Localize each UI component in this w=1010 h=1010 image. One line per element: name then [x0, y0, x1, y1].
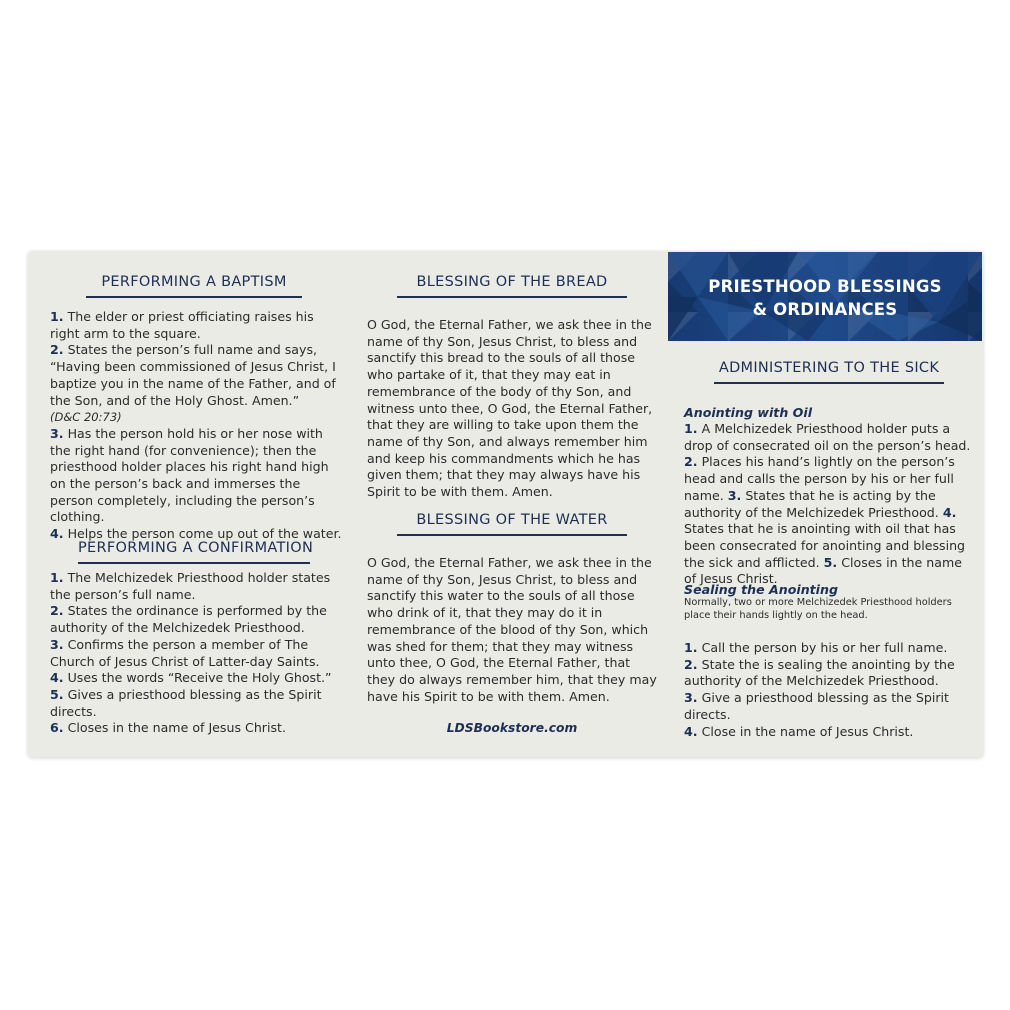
- list-item: 1. The Melchizedek Priesthood holder states the person’s full name.: [50, 570, 331, 602]
- list-item: 3. States that he is acting by the authority of the Melchizedek Priesthood.: [684, 487, 939, 520]
- water-heading: [397, 512, 627, 536]
- list-item: 3. Confirms the person a member of The Church of Jesus Christ of Latter-day Saints.: [50, 636, 320, 669]
- anointing-steps: [684, 421, 976, 588]
- list-item: 5. Closes in the name of Jesus Christ.: [684, 554, 962, 587]
- confirmation-steps: [50, 570, 346, 737]
- sick-heading-text: ADMINISTERING TO THE SICK: [718, 360, 940, 376]
- heading-rule: [78, 562, 310, 564]
- banner-title-line2: & ORDINANCES: [752, 300, 898, 319]
- baptism-heading-text: PERFORMING A BAPTISM: [101, 274, 287, 290]
- bread-prayer: O God, the Eternal Father, we ask thee in the name of thy Son, Jesus Christ, to bless and sanctify this bread to the souls of all those who partake of it, that they may eat in remembrance of the body of thy Son, and witness unto thee, O God, the Eternal Father, that they are willing to take upon them the name of thy Son, and always remember him and keep his commandments which he has given them; that they may always have his Spirit to be with them. Amen.: [367, 317, 653, 500]
- list-item: 4. States that he is anointing with oil that has been consecrated for anointing and blessing the sick and afflicted.: [684, 504, 966, 570]
- website-link[interactable]: LDSBookstore.com: [446, 721, 578, 735]
- list-item: 6. Closes in the name of Jesus Christ.: [50, 720, 286, 736]
- list-item: 2. States the ordinance is performed by the authority of the Melchizedek Priesthood.: [50, 603, 327, 636]
- heading-rule: [714, 382, 944, 384]
- sealing-note: Normally, two or more Melchizedek Priesthood holders place their hands lightly on the head.: [684, 597, 952, 621]
- list-item: 3. Give a priesthood blessing as the Spirit directs.: [684, 690, 949, 722]
- heading-rule: [397, 534, 627, 536]
- heading-rule: [397, 296, 627, 298]
- sick-heading: [714, 360, 944, 384]
- water-heading-text: BLESSING OF THE WATER: [416, 512, 608, 528]
- sealing-subheading: Sealing the Anointing: [684, 582, 838, 597]
- list-item: 1. The elder or priest officiating raises his right arm to the square.: [50, 309, 314, 341]
- list-item: 1. Call the person by his or her full name.: [684, 640, 948, 655]
- baptism-heading: [86, 274, 302, 298]
- list-item: 4. Helps the person come up out of the water.: [50, 526, 342, 542]
- banner-title-line1: PRIESTHOOD BLESSINGS: [708, 277, 942, 296]
- list-item: 5. Gives a priesthood blessing as the Spirit directs.: [50, 686, 322, 719]
- water-prayer: O God, the Eternal Father, we ask thee in the name of thy Son, Jesus Christ, to bless and sanctify this water to the souls of all those who drink of it, that they may do it in remembrance of the blood of thy Son, which was shed for them; that they may witness unto thee, O God, the Eternal Father, that they do always remember him, that they may have his Spirit to be with them. Amen.: [367, 555, 657, 704]
- list-item: 1. A Melchizedek Priesthood holder puts a drop of consecrated oil on the person’s head.: [684, 421, 971, 453]
- confirmation-heading: [78, 540, 314, 564]
- sealing-steps: [684, 640, 976, 740]
- bread-heading: [397, 274, 627, 298]
- list-item: 4. Uses the words “Receive the Holy Ghost.”: [50, 670, 332, 686]
- anointing-subheading: Anointing with Oil: [684, 405, 813, 420]
- bread-heading-text: BLESSING OF THE BREAD: [416, 274, 608, 290]
- title-banner: [668, 252, 982, 341]
- scripture-reference: (D&C 20:73): [50, 410, 122, 425]
- list-item: 3. Has the person hold his or her nose with the right hand (for convenience); then the priesthood holder places his right hand high on the person’s back and immerses the person completely, including the person’s clothing.: [50, 425, 329, 525]
- confirmation-heading-text: PERFORMING A CONFIRMATION: [78, 540, 314, 556]
- list-item: 4. Close in the name of Jesus Christ.: [684, 723, 914, 739]
- list-item: 2. Places his hand’s lightly on the person’s head and calls the person by his or her full name.: [684, 454, 955, 503]
- list-item: 2. States the person’s full name and says, “Having been commissioned of Jesus Christ, I baptize you in the name of the Father, and of the Son, and of the Holy Ghost. Amen.”: [50, 342, 336, 408]
- heading-rule: [86, 296, 302, 298]
- list-item: 2. State the is sealing the anointing by the authority of the Melchizedek Priesthood.: [684, 656, 955, 689]
- baptism-steps: [50, 309, 346, 543]
